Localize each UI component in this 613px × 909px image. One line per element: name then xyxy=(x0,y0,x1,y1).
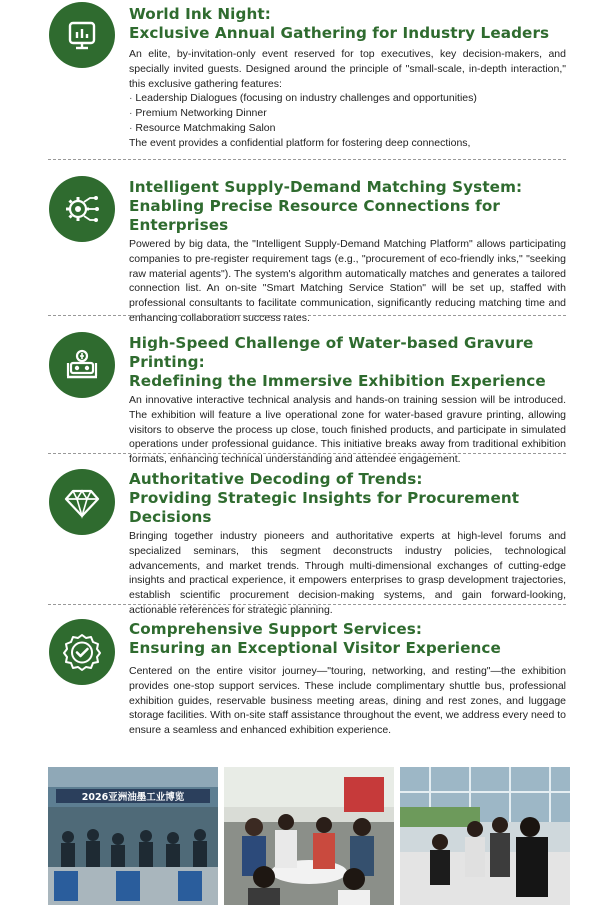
feature-list xyxy=(129,91,566,135)
list-item: · Leadership Dialogues (focusing on industry challenges and opportunities) xyxy=(129,91,566,106)
section-title-line2: Providing Strategic Insights for Procurement Decisions xyxy=(129,489,520,526)
list-item: · Premium Networking Dinner xyxy=(129,106,566,121)
divider xyxy=(48,453,566,454)
section-title-line2: Enabling Precise Resource Connections for Enterprises xyxy=(129,197,500,234)
gear-circuit-icon xyxy=(49,176,115,242)
entrance-banner-text: 2026亚洲油墨工业博览 xyxy=(81,792,185,803)
divider xyxy=(48,159,566,160)
section-title-line2: Ensuring an Exceptional Visitor Experience xyxy=(129,639,501,657)
section-title-line2: Exclusive Annual Gathering for Industry Leaders xyxy=(129,24,550,42)
photo-entrance xyxy=(48,767,218,905)
section-title-line1: Comprehensive Support Services: xyxy=(129,620,423,638)
section-body: Powered by big data, the "Intelligent Supply-Demand Matching Platform" allows participating companies to pre-register requirement tags (e.g., "procurement of eco-friendly inks," "seeking raw material agents"). The system's algorithm automatically matches and generates a tailored connection list. An on-site "Smart Matching Service Station" will be set up, staffed with professional consultants to facilitate communication, significantly reducing matching time and enhancing collaboration success rates. xyxy=(129,238,566,324)
chart-board-icon xyxy=(49,2,115,68)
section-title-line1: World Ink Night: xyxy=(129,5,271,23)
divider xyxy=(48,604,566,605)
photo-networking xyxy=(224,767,394,905)
photo-exhibition-booth xyxy=(400,767,570,905)
section-body: An innovative interactive technical analysis and hands-on training session will be introduced. The exhibition will feature a live operational zone for water-based gravure printing, allowing visitors to observe the process up close, touch finished products, and participate in simulated operations under professional guidance. This initiative breaks away from traditional exhibition formats, enhancing technical understanding and attendee engagement. xyxy=(129,394,566,466)
section-title-line1: Authoritative Decoding of Trends: xyxy=(129,470,423,488)
divider xyxy=(48,315,566,316)
photo-gallery xyxy=(48,767,570,905)
section-body: An elite, by-invitation-only event reserved for top executives, key decision-makers, and specially invited guests. Designed around the principle of "small-scale, in-depth interaction," this exclusive gathering features: xyxy=(129,48,566,90)
section-title-line1: High-Speed Challenge of Water-based Gravure Printing: xyxy=(129,334,534,371)
section-body: Centered on the entire visitor journey—"touring, networking, and resting"—the exhibition provides one-stop support services. These include complimentary shuttle bus, professional exhibition guides, reservable business meeting areas, dining and rest zones, and luggage storage facilities. With on-site staff assistance throughout the event, we address every need to ensure a seamless and enhanced exhibition experience. xyxy=(129,665,566,737)
list-item: · Resource Matchmaking Salon xyxy=(129,121,566,136)
section-title-line1: Intelligent Supply-Demand Matching System: xyxy=(129,178,523,196)
check-badge-icon xyxy=(49,619,115,685)
printing-machine-icon xyxy=(49,332,115,398)
diamond-icon xyxy=(49,469,115,535)
section-body-closing: The event provides a confidential platform for fostering deep connections, xyxy=(129,136,471,149)
section-body: Bringing together industry pioneers and authoritative experts at high-level forums and specialized seminars, this segment deconstructs industry policies, technological advancements, and market trends. Through multi-dimensional exchanges of cutting-edge insights and practical experience, it empowers enterprises to grasp development trajectories, establish scientific procurement decision-making systems, and gain forward-looking, actionable references for strategic planning. xyxy=(129,530,566,616)
section-title-line2: Redefining the Immersive Exhibition Experience xyxy=(129,372,546,390)
